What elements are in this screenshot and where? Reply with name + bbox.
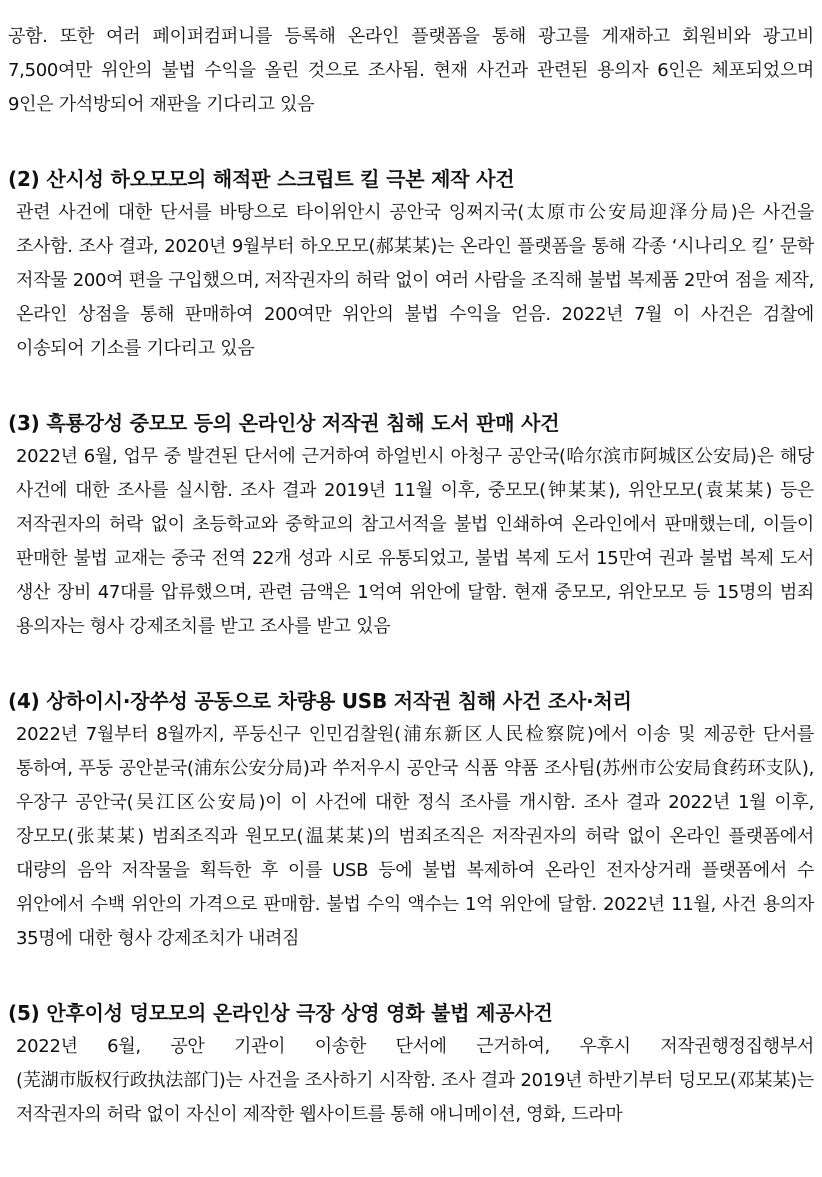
section-4-body: 2022년 7월부터 8월까지, 푸둥신구 인민검찰원(浦东新区人民检察院)에서 이송 및 제공한 단서를 통하여, 푸둥 공안분국(浦东公安分局)과 쑤저우시 공안국 식품 약품 조사팀(苏州市公安局食药环支队), 우장구 공안국(吴江区公安局)이 이 사건에 대한 정식 조사를 개시함. 조사 결과 2022년 1월 이후, 장모모(张某某) 범죄조직과 원모모(温某某)의 범죄조직은 저작권자의 허락 없이 온라인 플랫폼에서 대량의 음악 저작물을 획득한 후 이를 USB 등에 불법 복제하여 온라인 전자상거래 플랫폼에서 수 위안에서 수백 위안의 가격으로 판매함. 불법 수익 액수는 1억 위안에 달함. 2022년 11월, 사건 용의자 35명에 대한 형사 강제조치가 내려짐 — [16, 724, 814, 949]
section-4 — [8, 684, 814, 956]
section-3-body: 2022년 6월, 업무 중 발견된 단서에 근거하여 하얼빈시 아청구 공안국(哈尔滨市阿城区公安局)은 해당 사건에 대한 조사를 실시함. 조사 결과 2019년 11월 이후, 중모모(钟某某), 위안모모(袁某某) 등은 저작권자의 허락 없이 초등학교와 중학교의 참고서적을 불법 인쇄하여 온라인에서 판매했는데, 이들이 판매한 불법 교재는 중국 전역 22개 성과 시로 유통되었고, 불법 복제 도서 15만여 권과 불법 복제 도서 생산 장비 47대를 압류했으며, 관련 금액은 1억여 위안에 달함. 현재 중모모, 위안모모 등 15명의 범죄 용의자는 형사 강제조치를 받고 조사를 받고 있음 — [16, 446, 814, 637]
section-5-body: 2022년 6월, 공안 기관이 이송한 단서에 근거하여, 우후시 저작권행정집행부서(芜湖市版权行政执法部门)는 사건을 조사하기 시작함. 조사 결과 2019년 하반기부터 덩모모(邓某某)는 저작권자의 허락 없이 자신이 제작한 웹사이트를 통해 애니메이션, 영화, 드라마 — [16, 1036, 814, 1125]
section-3 — [8, 406, 814, 644]
section-3-heading: (3) 흑룡강성 중모모 등의 온라인상 저작권 침해 도서 판매 사건 — [8, 411, 560, 435]
intro-paragraph: 공함. 또한 여러 페이퍼컴퍼니를 등록해 온라인 플랫폼을 통해 광고를 게재하고 회원비와 광고비 7,500여만 위안의 불법 수익을 올린 것으로 조사됨. 현재 사건과 관련된 용의자 6인은 체포되었으며 9인은 가석방되어 재판을 기다리고 있음 — [8, 26, 814, 115]
section-4-heading: (4) 상하이시·장쑤성 공동으로 차량용 USB 저작권 침해 사건 조사·처리 — [8, 689, 632, 713]
section-2 — [8, 162, 814, 366]
document-page — [8, 0, 814, 1132]
section-2-body: 관련 사건에 대한 단서를 바탕으로 타이위안시 공안국 잉쩌지국(太原市公安局迎泽分局)은 사건을 조사함. 조사 결과, 2020년 9월부터 하오모모(郝某某)는 온라인 플랫폼을 통해 각종 ‘시나리오 킬’ 문학 저작물 200여 편을 구입했으며, 저작권자의 허락 없이 여러 사람을 조직해 불법 복제품 2만여 점을 제작, 온라인 상점을 통해 판매하여 200여만 위안의 불법 수익을 얻음. 2022년 7월 이 사건은 검찰에 이송되어 기소를 기다리고 있음 — [16, 202, 814, 359]
section-2-heading: (2) 산시성 하오모모의 해적판 스크립트 킬 극본 제작 사건 — [8, 167, 515, 191]
section-5-heading: (5) 안후이성 덩모모의 온라인상 극장 상영 영화 불법 제공사건 — [8, 1001, 553, 1025]
section-5 — [8, 996, 814, 1132]
